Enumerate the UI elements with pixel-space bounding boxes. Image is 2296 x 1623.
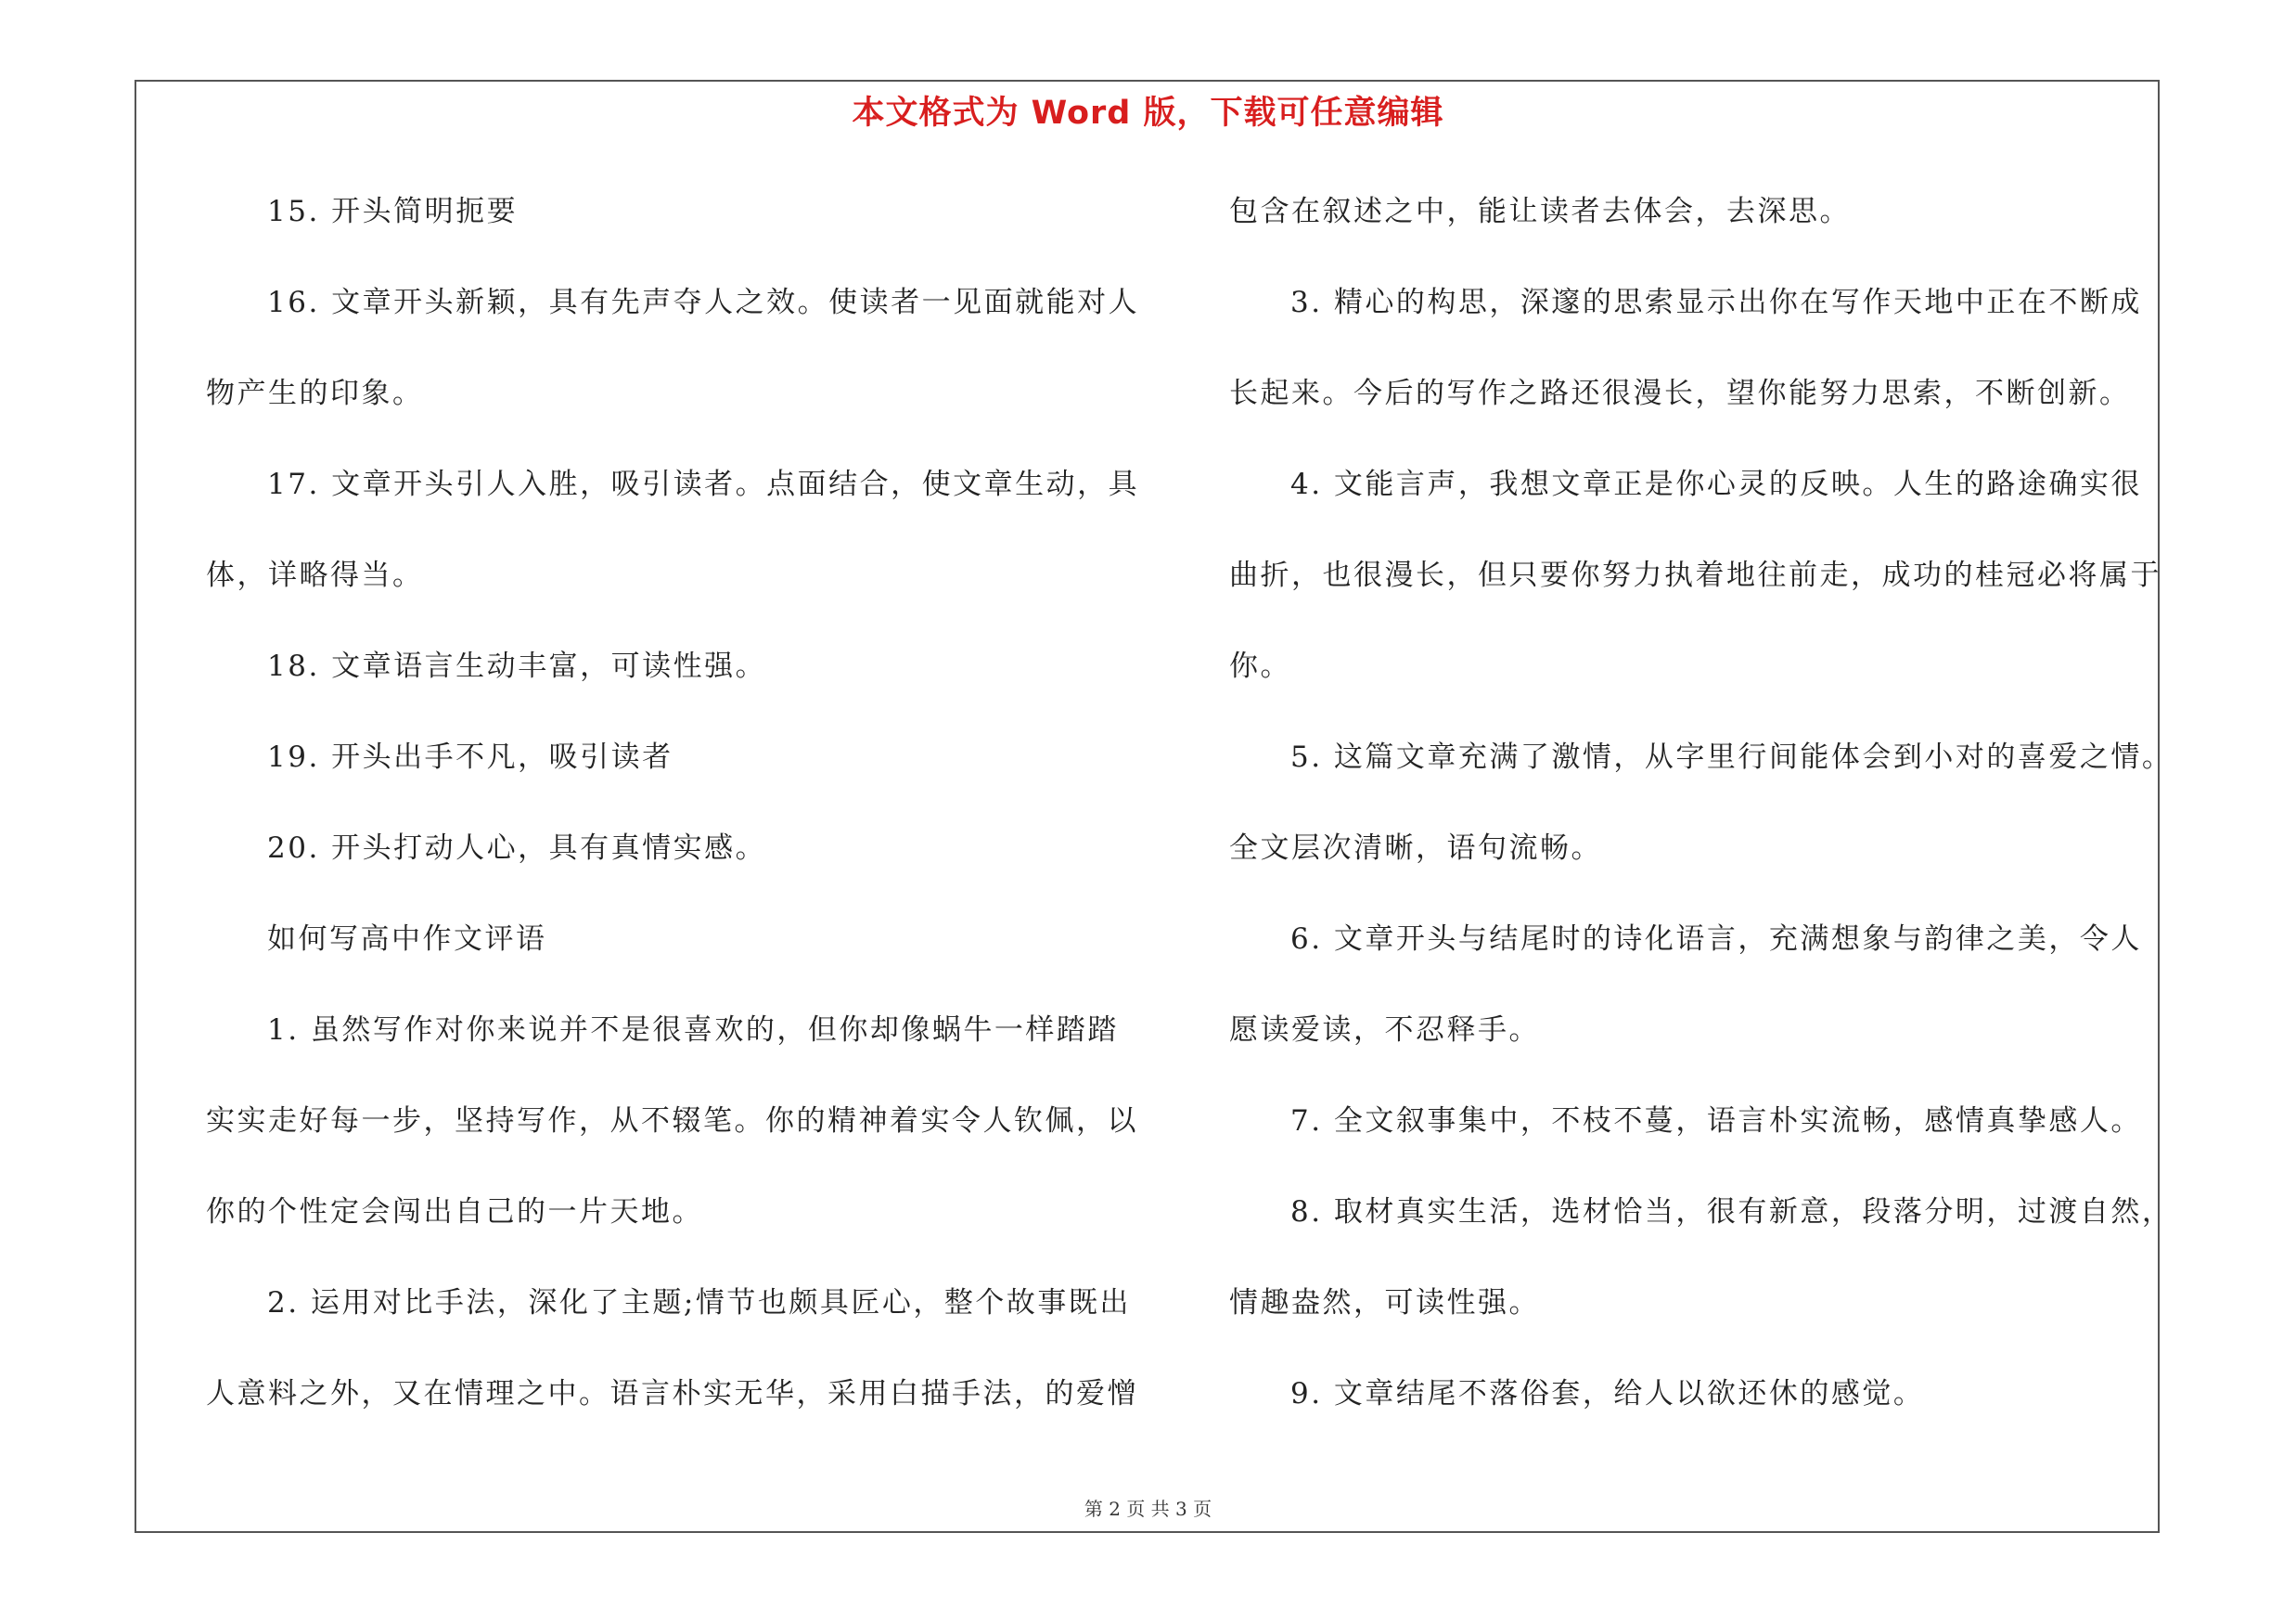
text-line: 17. 文章开头引人入胜，吸引读者。点面结合，使文章生动，具 [267,468,1140,501]
text-line: 7. 全文叙事集中，不枝不蔓，语言朴实流畅，感情真挚感人。 [1290,1104,2142,1138]
format-banner: 本文格式为 Word 版，下载可任意编辑 [852,95,1444,132]
page-footer: 第 2 页 共 3 页 [1084,1498,1212,1520]
right-column [1229,186,2174,1459]
left-column [206,186,1140,1459]
text-line: 人意料之外，又在情理之中。语言朴实无华，采用白描手法，的爱憎 [206,1377,1138,1410]
text-line: 曲折，也很漫长，但只要你努力执着地往前走，成功的桂冠必将属于 [1229,559,2161,592]
text-line: 1. 虽然写作对你来说并不是很喜欢的，但你却像蜗牛一样踏踏 [267,1013,1119,1047]
text-line: 物产生的印象。 [206,377,424,410]
text-line: 20. 开头打动人心，具有真情实感。 [267,831,767,865]
text-line: 你。 [1229,650,1291,683]
text-line: 18. 文章语言生动丰富，可读性强。 [267,650,767,683]
text-line: 9. 文章结尾不落俗套，给人以欲还休的感觉。 [1290,1377,1925,1410]
text-line: 4. 文能言声，我想文章正是你心灵的反映。人生的路途确实很 [1290,468,2142,501]
text-line: 体，详略得当。 [206,559,424,592]
text-line: 8. 取材真实生活，选材恰当，很有新意，段落分明，过渡自然， [1290,1195,2174,1229]
text-line: 全文层次清晰，语句流畅。 [1229,831,1602,865]
text-line: 15. 开头简明扼要 [267,195,519,228]
text-line: 5. 这篇文章充满了激情，从字里行间能体会到小对的喜爱之情。 [1290,741,2174,774]
text-line: 你的个性定会闯出自己的一片天地。 [206,1195,703,1229]
text-line: 2. 运用对比手法，深化了主题;情节也颇具匠心，整个故事既出 [267,1286,1131,1320]
text-line: 长起来。今后的写作之路还很漫长，望你能努力思索，不断创新。 [1229,377,2131,410]
text-line: 实实走好每一步，坚持写作，从不辍笔。你的精神着实令人钦佩，以 [206,1104,1138,1138]
text-line: 3. 精心的构思，深邃的思索显示出你在写作天地中正在不断成 [1290,286,2142,319]
text-line: 6. 文章开头与结尾时的诗化语言，充满想象与韵律之美，令人 [1290,922,2142,956]
text-line: 如何写高中作文评语 [267,922,547,956]
text-line: 19. 开头出手不凡，吸引读者 [267,741,673,774]
text-line: 情趣盎然，可读性强。 [1229,1286,1540,1320]
text-line: 包含在叙述之中，能让读者去体会，去深思。 [1229,195,1851,228]
text-line: 愿读爱读，不忍释手。 [1229,1013,1540,1047]
text-line: 16. 文章开头新颖，具有先声夺人之效。使读者一见面就能对人 [267,286,1140,319]
